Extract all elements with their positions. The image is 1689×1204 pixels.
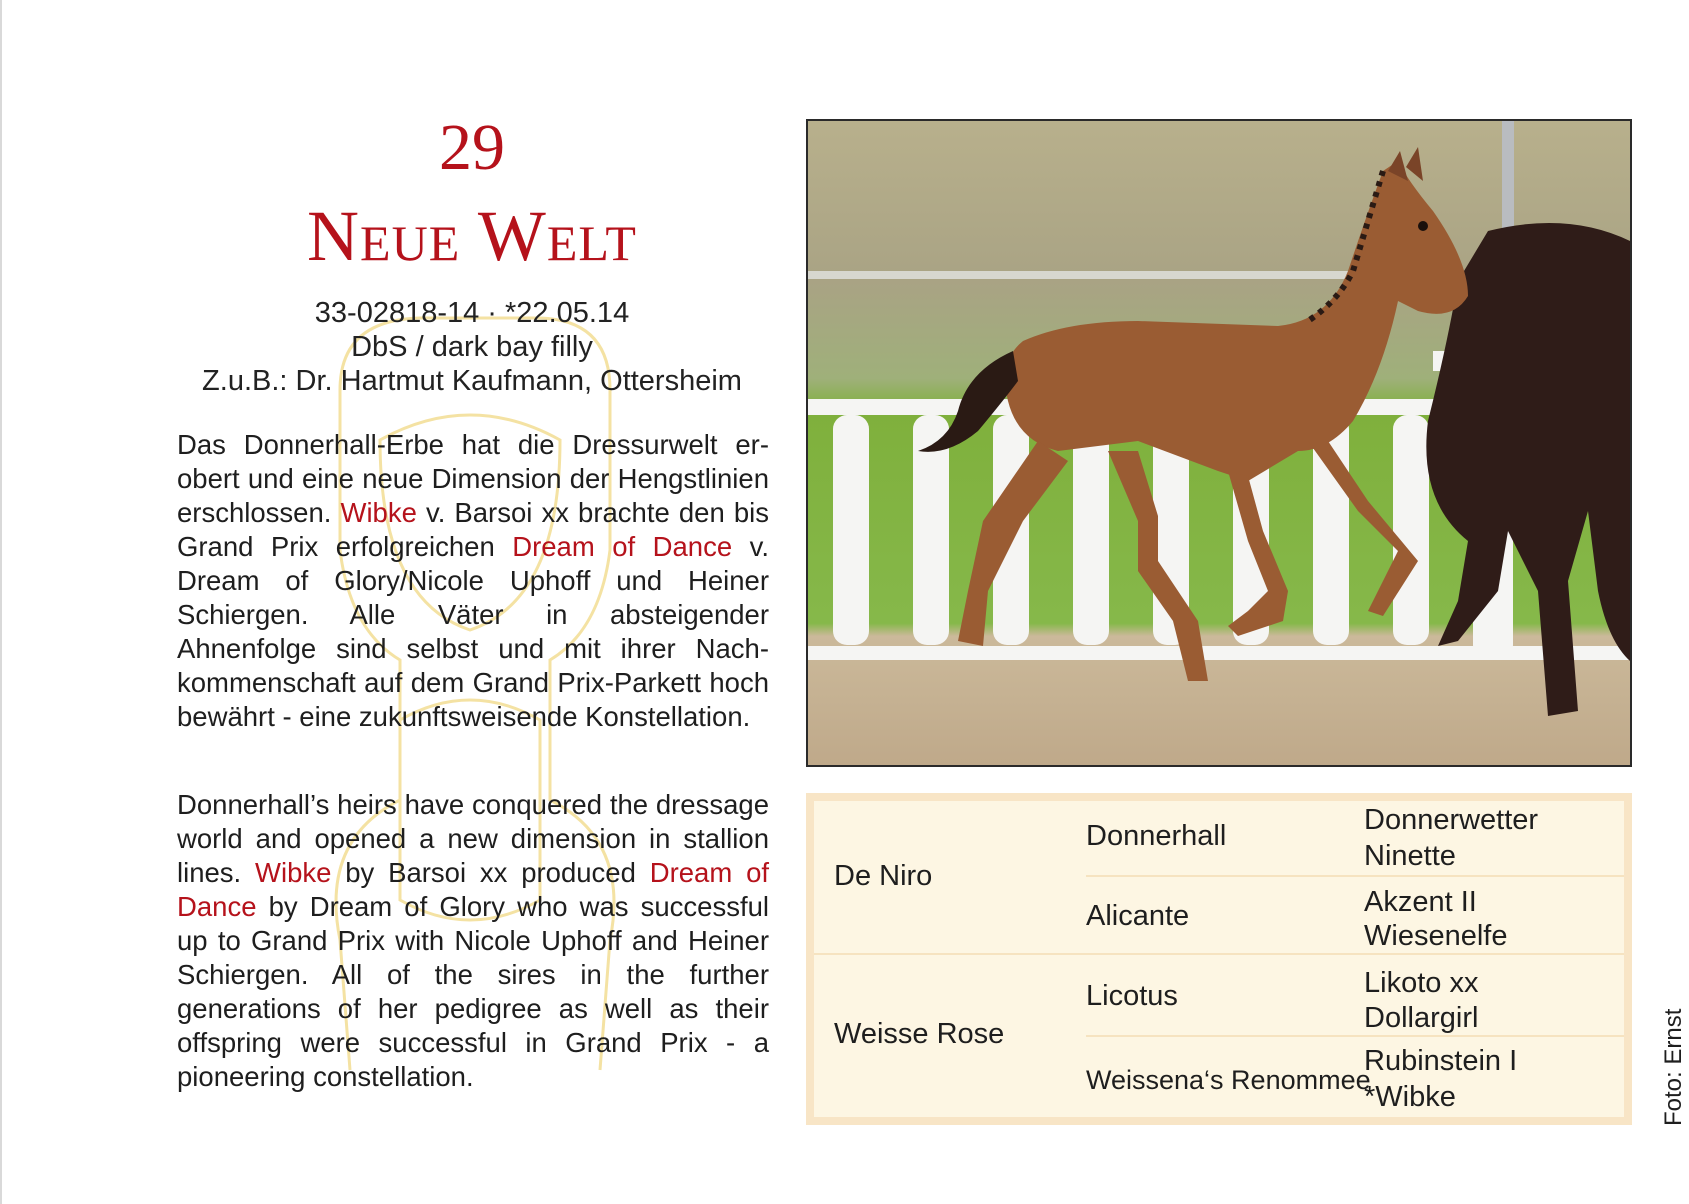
pedigree-ggp: Donnerwetter [1364,804,1539,836]
text-run: v. Barsoi xx brachte den bis Grand Prix erfolgreichen [177,497,769,562]
pedigree-sire-dam: Alicante [1086,900,1190,932]
text-run: Donnerhall’s heirs have conquered the dressage world and opened a new dimension in stallion lines. [177,789,769,888]
registration-line: 33-02818-14 · *22.05.14 [314,297,630,329]
pedigree-ggp: Rubinstein I [1364,1045,1518,1077]
pedigree-sire-sire: Donnerhall [1086,820,1227,852]
pedigree-ggp: Wiesenelfe [1364,920,1508,952]
pedigree-ggp: Likoto xx [1364,967,1479,999]
text-run: Das Donnerhall-Erbe hat die Dressurwelt erobert und eine neue Dimension der Hengstlinien erschlossen. [177,429,769,528]
highlight-dream-of-dance: Dream of Dance [512,531,733,562]
pedigree-ggp: *Wibke [1364,1081,1456,1113]
text-run: by Barsoi xx produced [331,857,650,888]
page-edge [0,0,2,1204]
description-german [177,428,769,734]
pedigree-dam-sire: Licotus [1086,980,1178,1012]
text-run: v. Dream of Glory/Nicole Uphoff und Heiner Schiergen. Alle Väter in absteigender Ahnenfolge sind selbst und mit ihrer Nachkommenschaft auf dem Grand Prix-Parkett hoch bewährt - eine zukunftsweisende Konstellation. [177,531,769,732]
horse-name: Neue Welt [307,196,637,276]
highlight-wibke: Wibke [255,857,332,888]
description-english [177,788,769,1094]
highlight-dream-of-dance: Dream of Dance [177,857,770,922]
horse-photo [806,119,1632,767]
pedigree-table [806,793,1632,1125]
pedigree-ggp: Ninette [1364,840,1456,872]
photo-credit: Foto: Ernst [1660,1008,1687,1126]
pedigree-ggp: Akzent II [1364,886,1477,918]
highlight-wibke: Wibke [340,497,417,528]
pedigree-sire: De Niro [834,860,933,892]
pedigree-dam: Weisse Rose [834,1018,1005,1050]
pedigree-ggp: Dollargirl [1364,1002,1479,1034]
breeder-line: Z.u.B.: Dr. Hartmut Kaufmann, Ottersheim [202,365,742,397]
lot-number: 29 [439,111,505,184]
pedigree-dam-dam: Weissena‘s Renommee [1086,1065,1371,1095]
text-run: by Dream of Glory who was successful up to Grand Prix with Nicole Uphoff and Heiner Schiergen. All of the sires in the further generations of her pedigree as well as their offspring were successful in Grand Prix - a pioneering constellation. [177,891,769,1092]
color-sex-line: DbS / dark bay filly [351,331,593,363]
